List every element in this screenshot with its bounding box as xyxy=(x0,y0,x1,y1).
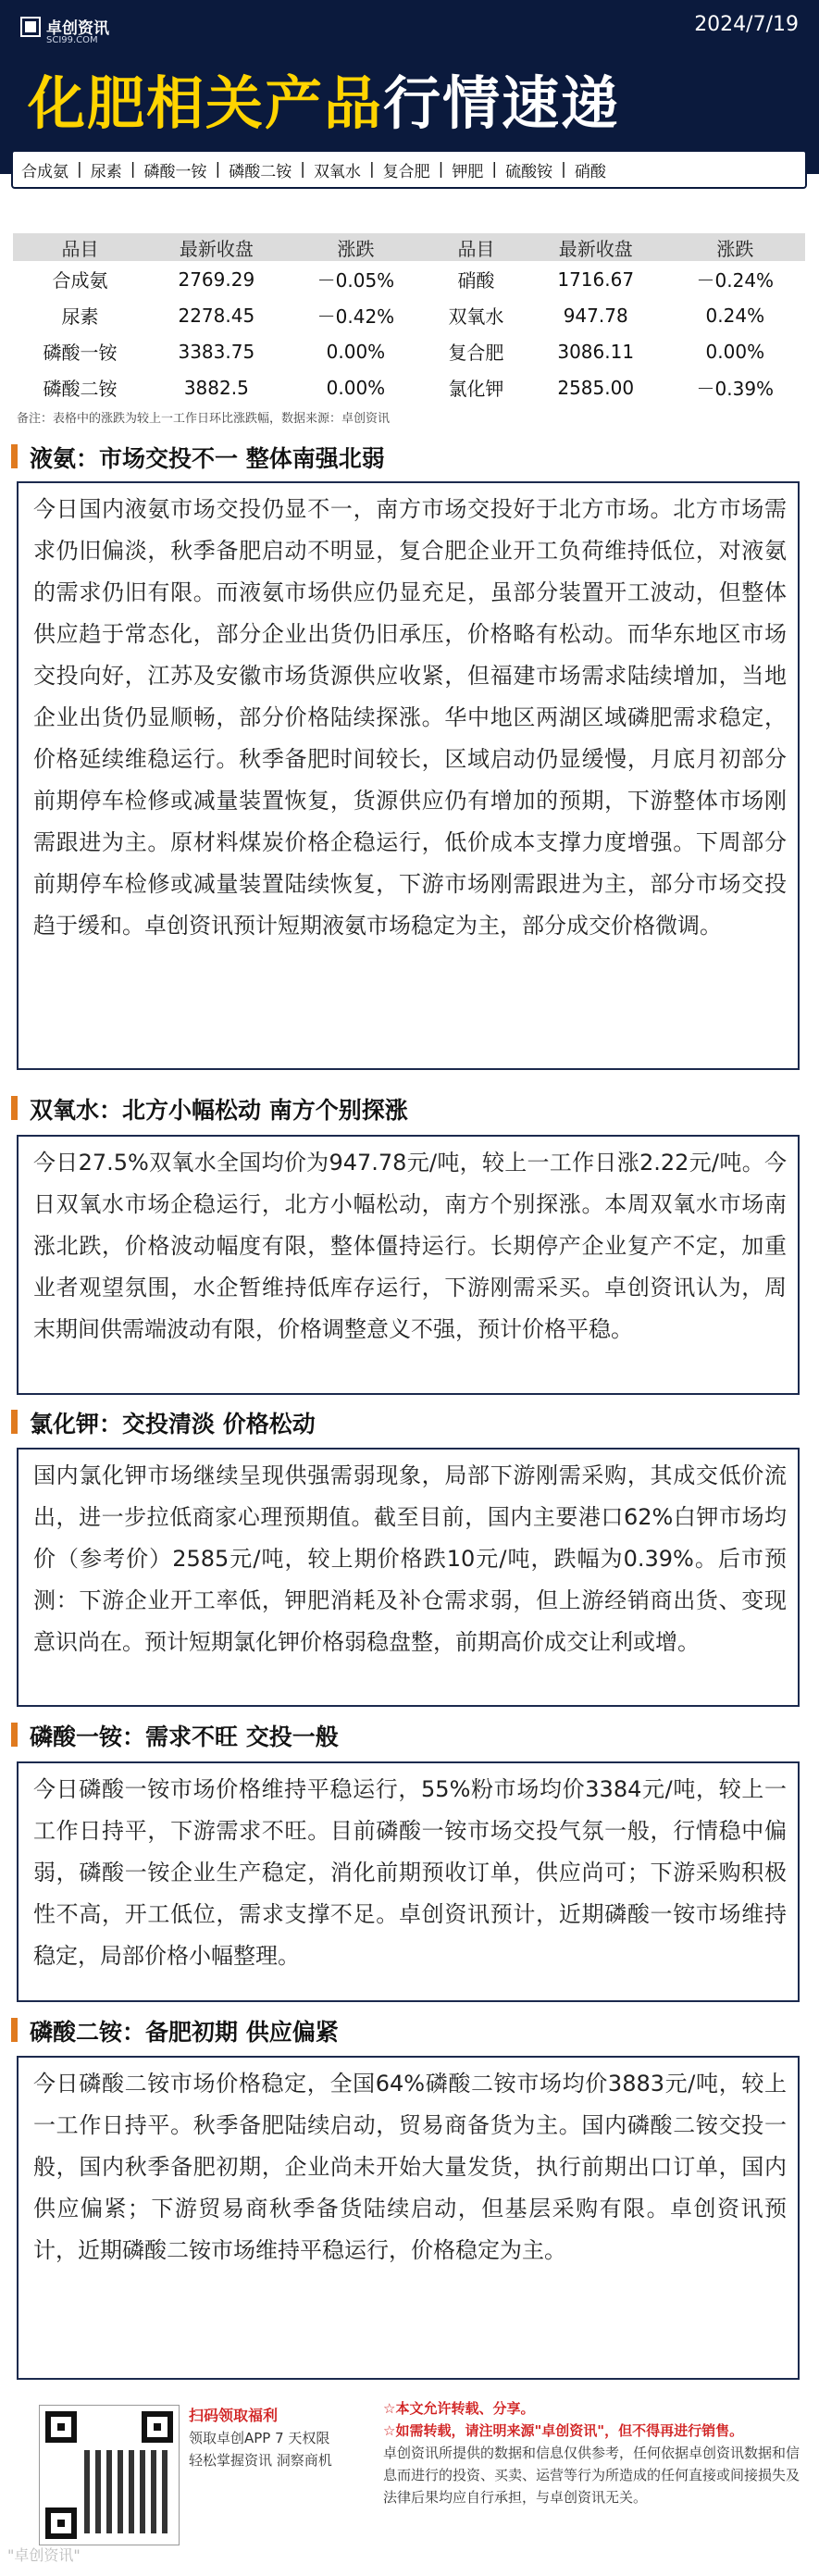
section-marker-icon xyxy=(11,1410,18,1434)
section-header xyxy=(0,1715,819,1752)
product-name: 磷酸一铵 xyxy=(43,342,118,364)
latest-close: 2585.00 xyxy=(557,376,635,399)
header xyxy=(0,0,819,174)
watermark: "卓创资讯" xyxy=(7,2546,81,2564)
change: －0.05% xyxy=(316,269,395,292)
disclaimer: 卓创资讯所提供的数据和信息仅供参考，任何依据卓创资讯数据和信息而进行的投资、买卖、运营等行为所造成的任何直接或间接损失及法律后果均应自行承担，与卓创资讯无关。 xyxy=(383,2445,800,2506)
table-row xyxy=(13,369,805,405)
section-header xyxy=(0,1089,819,1126)
logo-name: 卓创资讯 xyxy=(46,19,109,38)
nav-item-urea[interactable]: 尿素 xyxy=(90,162,122,181)
section-body: 国内氯化钾市场继续呈现供强需弱现象，局部下游刚需采购，其成交低价流出，进一步拉低商家心理预期值。截至目前，国内主要港口62%白钾市场均价（参考价）2585元/吨，较上期价格跌10元/吨，跌幅为0.39%。后市预测：下游企业开工率低，钾肥消耗及补仓需求弱，但上游经销商出货、变现意识尚在。预计短期氯化钾价格弱稳盘整，前期高价成交让利或增。 xyxy=(17,1448,800,1707)
section-title: 磷酸二铵：备肥初期 供应偏紧 xyxy=(30,2019,339,2046)
legal-line: ☆本文允许转载、分享。 xyxy=(383,2400,535,2417)
col-header: 涨跌 xyxy=(286,233,426,261)
col-header: 最新收盘 xyxy=(527,233,665,261)
section-header xyxy=(0,2010,819,2047)
col-header: 品目 xyxy=(426,233,527,261)
table-row xyxy=(13,261,805,297)
section-title: 磷酸一铵：需求不旺 交投一般 xyxy=(30,1724,339,1750)
nav-item-nitric-acid[interactable]: 硝酸 xyxy=(574,162,606,181)
title-part1: 化肥相关产品 xyxy=(28,69,384,137)
nav-divider: | xyxy=(77,160,82,179)
latest-close: 3086.11 xyxy=(557,340,635,363)
change: 0.00% xyxy=(326,340,386,363)
product-name: 磷酸二铵 xyxy=(43,378,118,400)
logo xyxy=(20,13,131,46)
promo-text xyxy=(189,2405,365,2471)
change: －0.39% xyxy=(696,378,775,400)
product-name: 尿素 xyxy=(61,305,99,328)
legal-line: ☆如需转载，请注明来源"卓创资讯"，但不得再进行销售。 xyxy=(383,2422,744,2439)
section-marker-icon xyxy=(11,1096,18,1120)
product-name: 复合肥 xyxy=(448,342,504,364)
change: －0.24% xyxy=(696,269,775,292)
latest-close: 1716.67 xyxy=(557,268,635,291)
qr-finder xyxy=(45,2411,77,2443)
nav-item-hydrogen-peroxide[interactable]: 双氧水 xyxy=(313,162,361,181)
qr-modules xyxy=(84,2450,168,2533)
col-header: 品目 xyxy=(13,233,147,261)
promo-title: 扫码领取福利 xyxy=(189,2407,279,2424)
nav-divider: | xyxy=(561,160,566,179)
section-header xyxy=(0,1402,819,1439)
latest-close: 947.78 xyxy=(563,304,628,327)
qr-code-icon[interactable] xyxy=(39,2405,180,2545)
section-body: 今日磷酸二铵市场价格稳定，全国64%磷酸二铵市场均价3883元/吨，较上一工作日持平。秋季备肥陆续启动，贸易商备货为主。国内磷酸二铵交投一般，国内秋季备肥初期，企业尚未开始大量发货，执行前期出口订单，国内供应偏紧；下游贸易商秋季备货陆续启动，但基层采购有限。卓创资讯预计，近期磷酸二铵市场维持平稳运行，价格稳定为主。 xyxy=(17,2056,800,2380)
col-header: 涨跌 xyxy=(665,233,805,261)
latest-close: 3882.5 xyxy=(183,376,249,399)
logo-icon xyxy=(20,17,41,37)
table-header-row xyxy=(13,233,805,261)
table-row xyxy=(13,297,805,333)
promo-line: 领取卓创APP 7 天权限 xyxy=(189,2430,330,2446)
nav-item-potash[interactable]: 钾肥 xyxy=(452,162,484,181)
section-title: 氯化钾：交投清淡 价格松动 xyxy=(30,1411,316,1437)
section-body: 今日磷酸一铵市场价格维持平稳运行，55%粉市场均价3384元/吨，较上一工作日持平，下游需求不旺。目前磷酸一铵市场交投气氛一般，行情稳中偏弱，磷酸一铵企业生产稳定，消化前期预收订单，供应尚可；下游采购积极性不高，开工低位，需求支撑不足。卓创资讯预计，近期磷酸一铵市场维持稳定，局部价格小幅整理。 xyxy=(17,1761,800,2002)
section-body: 今日国内液氨市场交投仍显不一，南方市场交投好于北方市场。北方市场需求仍旧偏淡，秋季备肥启动不明显，复合肥企业开工负荷维持低位，对液氨的需求仍旧有限。而液氨市场供应仍显充足，虽部分装置开工波动，但整体供应趋于常态化，部分企业出货仍旧承压，价格略有松动。而华东地区市场交投向好，江苏及安徽市场货源供应收紧，但福建市场需求陆续增加，当地企业出货仍显顺畅，部分价格陆续探涨。华中地区两湖区域磷肥需求稳定，价格延续维稳运行。秋季备肥时间较长，区域启动仍显缓慢，月底月初部分前期停车检修或减量装置恢复，货源供应仍有增加的预期，下游整体市场刚需跟进为主。原材料煤炭价格企稳运行，低价成本支撑力度增强。下周部分前期停车检修或减量装置陆续恢复，下游市场刚需跟进为主，部分市场交投趋于缓和。卓创资讯预计短期液氨市场稳定为主，部分成交价格微调。 xyxy=(17,481,800,1070)
logo-url: SCI99.COM xyxy=(46,35,98,45)
latest-close: 2278.45 xyxy=(178,304,255,327)
table-row xyxy=(13,333,805,369)
product-name: 双氧水 xyxy=(448,305,504,328)
section-title: 双氧水：北方小幅松动 南方个别探涨 xyxy=(30,1097,408,1124)
nav-divider: | xyxy=(438,160,444,179)
nav-item-dap[interactable]: 磷酸二铵 xyxy=(229,162,292,181)
nav-divider: | xyxy=(491,160,498,179)
nav-divider: | xyxy=(130,160,136,179)
change: －0.42% xyxy=(316,305,395,328)
nav-item-ammonia[interactable]: 合成氨 xyxy=(21,162,68,181)
product-name: 氯化钾 xyxy=(448,378,504,400)
change: 0.00% xyxy=(326,376,386,399)
nav-item-compound-fertilizer[interactable]: 复合肥 xyxy=(382,162,430,181)
nav-divider: | xyxy=(215,160,221,179)
footer xyxy=(13,2396,805,2562)
product-nav xyxy=(13,152,805,187)
price-table-body xyxy=(13,261,805,405)
section-body: 今日27.5%双氧水全国均价为947.78元/吨，较上一工作日涨2.22元/吨。今日双氧水市场企稳运行，北方小幅松动，南方个别探涨。本周双氧水市场南涨北跌，价格波动幅度有限，整体僵持运行。长期停产企业复产不定，加重业者观望氛围，水企暂维持低库存运行，下游刚需采买。卓创资讯认为，周末期间供需端波动有限，价格调整意义不强，预计价格平稳。 xyxy=(17,1135,800,1395)
promo-line: 轻松掌握资讯 洞察商机 xyxy=(189,2452,332,2469)
legal-text xyxy=(383,2397,800,2508)
change: 0.00% xyxy=(705,340,765,363)
price-table xyxy=(13,233,805,405)
price-table-wrap xyxy=(13,233,805,405)
section-header xyxy=(0,437,819,474)
section-marker-icon xyxy=(11,1723,18,1747)
latest-close: 3383.75 xyxy=(178,340,255,363)
nav-divider: | xyxy=(300,160,305,179)
qr-finder xyxy=(142,2411,173,2443)
section-marker-icon xyxy=(11,444,18,468)
product-name: 硝酸 xyxy=(457,269,495,292)
table-note: 备注：表格中的涨跌为较上一工作日环比涨跌幅，数据来源：卓创资讯 xyxy=(17,412,391,426)
section-title: 液氨：市场交投不一 整体南强北弱 xyxy=(30,445,385,472)
product-name: 合成氨 xyxy=(52,269,108,292)
page-title xyxy=(28,57,620,140)
nav-item-ammonium-sulfate[interactable]: 硫酸铵 xyxy=(505,162,553,181)
title-part2: 行情速递 xyxy=(383,69,621,137)
nav-divider: | xyxy=(368,160,375,179)
qr-finder xyxy=(45,2508,77,2539)
change: 0.24% xyxy=(705,304,765,327)
section-marker-icon xyxy=(11,2018,18,2042)
nav-item-map[interactable]: 磷酸一铵 xyxy=(143,162,207,181)
col-header: 最新收盘 xyxy=(147,233,286,261)
latest-close: 2769.29 xyxy=(178,268,255,291)
report-date: 2024/7/19 xyxy=(694,13,799,36)
